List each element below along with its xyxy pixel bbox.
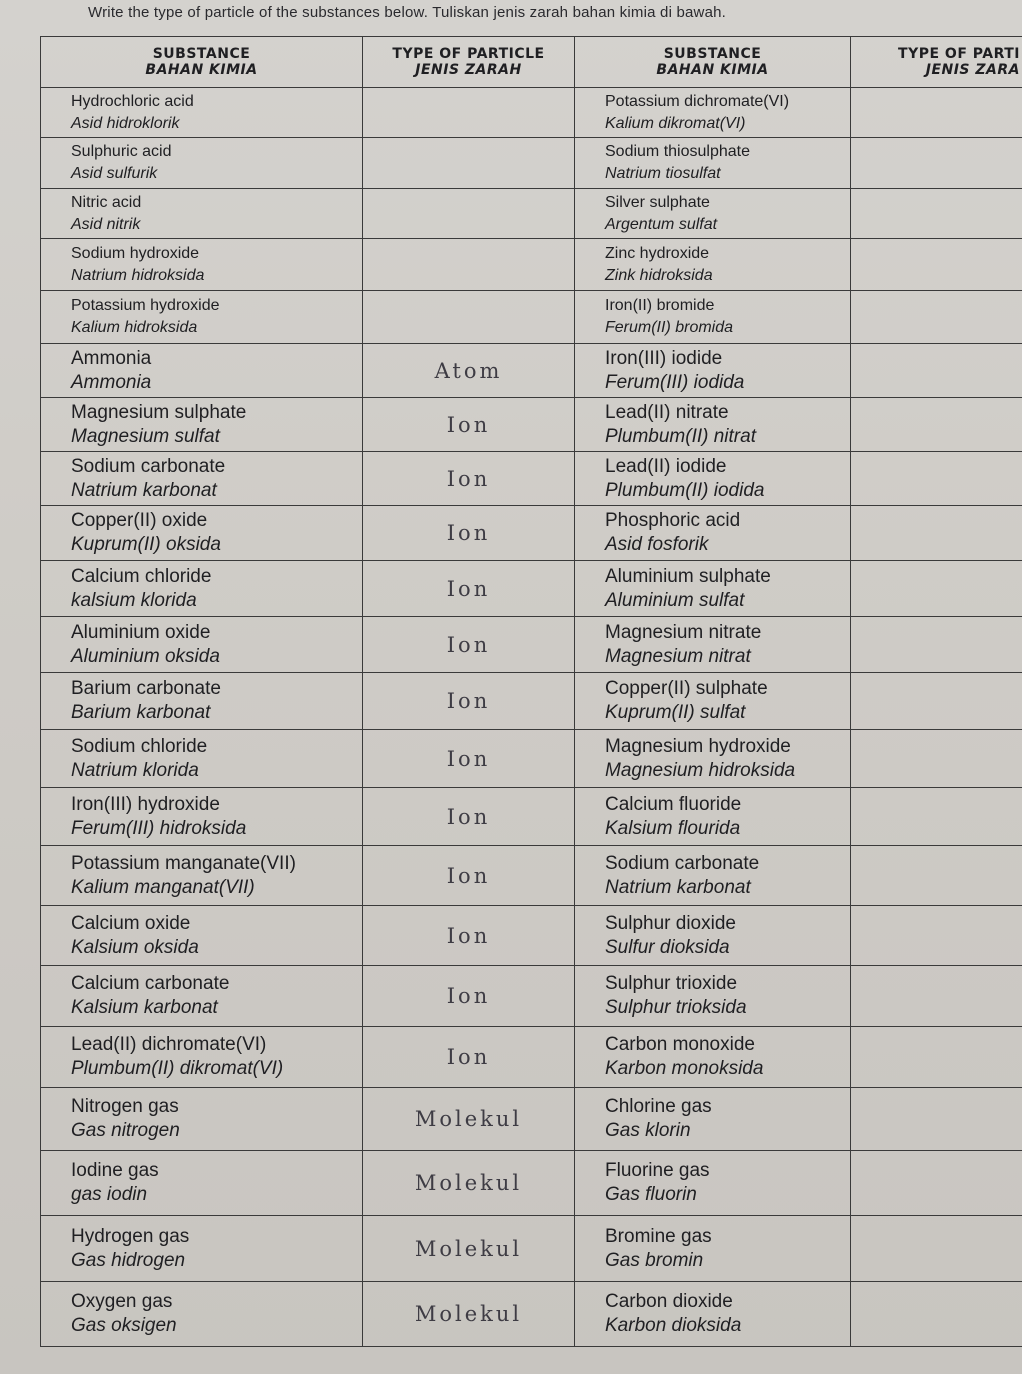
substance-name-en: Sodium thiosulphate <box>605 143 750 160</box>
table-row <box>41 730 1022 788</box>
substance-name-en: Copper(II) sulphate <box>605 678 768 699</box>
substance-name-ms: Barium karbonat <box>71 702 211 723</box>
substance-cell <box>575 189 851 239</box>
substance-cell <box>575 1027 851 1088</box>
substance-cell <box>41 1216 363 1282</box>
table-row <box>41 506 1022 561</box>
header-particle-right <box>851 37 1022 88</box>
instruction-text: Write the type of particle of the substances below. Tuliskan jenis zarah bahan kimia di bawah. <box>88 4 727 21</box>
substance-name-en: Potassium hydroxide <box>71 297 220 314</box>
substance-name-ms: Kuprum(II) sulfat <box>605 702 746 723</box>
substance-name-ms: Ferum(III) hidroksida <box>71 817 247 839</box>
header-label-ms: BAHAN KIMIA <box>656 62 769 78</box>
table-row <box>41 966 1022 1027</box>
table-row <box>41 344 1022 398</box>
substance-name-ms: Gas oksigen <box>71 1315 177 1336</box>
substance-name-en: Silver sulphate <box>605 193 710 211</box>
substance-cell <box>41 344 363 398</box>
substance-name-ms: Karbon dioksida <box>605 1315 742 1336</box>
table-row <box>41 88 1022 138</box>
substance-name-ms: Aluminium sulfat <box>605 589 745 611</box>
particle-type-answer[interactable] <box>851 1151 1022 1216</box>
particle-type-answer[interactable] <box>851 846 1022 906</box>
substance-name-ms: Karbon monoksida <box>605 1058 764 1079</box>
substance-name-en: Nitric acid <box>71 193 142 211</box>
particle-type-answer[interactable] <box>851 617 1022 673</box>
substance-cell <box>575 1151 851 1216</box>
substance-name-en: Potassium dichromate(VI) <box>605 92 790 110</box>
substance-name-ms: Zink hidroksida <box>605 266 713 284</box>
substance-name-ms: Ammonia <box>71 371 152 393</box>
particle-type-answer[interactable] <box>363 239 575 291</box>
substance-cell <box>575 239 851 291</box>
substance-cell <box>41 1151 363 1216</box>
table-row <box>41 846 1022 906</box>
table-row <box>41 617 1022 673</box>
substance-name-en: Iron(III) iodide <box>605 347 723 369</box>
particle-type-answer[interactable] <box>851 398 1022 452</box>
particle-type-answer[interactable] <box>851 673 1022 730</box>
substance-name-en: Carbon dioxide <box>605 1291 733 1312</box>
table-row <box>41 189 1022 239</box>
particle-type-answer[interactable]: Ion <box>363 617 575 673</box>
substance-name-ms: gas iodin <box>71 1184 148 1205</box>
substance-name-ms: Sulfur dioksida <box>605 936 730 958</box>
substance-cell <box>41 561 363 617</box>
substance-cell <box>575 1282 851 1347</box>
header-label-en: SUBSTANCE <box>663 46 762 62</box>
substance-cell <box>41 239 363 291</box>
particle-type-answer[interactable] <box>851 291 1022 344</box>
substance-name-ms: Kalsium oksida <box>71 936 199 958</box>
table-body <box>41 88 1022 1347</box>
substance-name-ms: Kalsium karbonat <box>71 997 218 1018</box>
particle-type-answer[interactable]: Ion <box>363 906 575 966</box>
substance-name-en: Nitrogen gas <box>71 1096 179 1117</box>
substance-cell <box>575 88 851 138</box>
table-row <box>41 291 1022 344</box>
substance-cell <box>575 673 851 730</box>
substance-name-ms: Gas fluorin <box>605 1184 697 1205</box>
particle-type-answer[interactable] <box>851 966 1022 1027</box>
header-label-en: SUBSTANCE <box>152 46 251 62</box>
substance-name-en: Magnesium sulphate <box>71 401 247 423</box>
particle-type-answer[interactable]: Ion <box>363 730 575 788</box>
substance-name-ms: Magnesium hidroksida <box>605 759 796 781</box>
particle-type-answer[interactable] <box>851 730 1022 788</box>
particle-type-answer[interactable]: Ion <box>363 1027 575 1088</box>
substance-name-ms: Natrium tiosulfat <box>605 165 721 182</box>
substance-name-en: Lead(II) nitrate <box>605 401 729 423</box>
substance-name-en: Chlorine gas <box>605 1096 712 1117</box>
substance-name-ms: Kalium manganat(VII) <box>71 876 255 898</box>
particle-type-answer[interactable]: Ion <box>363 561 575 617</box>
substance-cell <box>41 788 363 846</box>
substance-cell <box>575 398 851 452</box>
substance-name-en: Iodine gas <box>71 1160 159 1181</box>
substance-name-ms: Asid nitrik <box>71 215 141 233</box>
substance-cell <box>575 138 851 189</box>
table-row <box>41 561 1022 617</box>
substance-name-ms: Natrium hidroksida <box>71 266 205 284</box>
substance-name-en: Iron(II) bromide <box>605 297 715 314</box>
substance-name-en: Calcium oxide <box>71 912 191 934</box>
substance-name-en: Aluminium sulphate <box>605 565 771 587</box>
header-particle-left <box>363 37 575 88</box>
particle-type-answer[interactable] <box>363 291 575 344</box>
substance-name-en: Lead(II) dichromate(VI) <box>71 1034 267 1055</box>
substance-cell <box>575 561 851 617</box>
particle-type-answer[interactable]: Molekul <box>363 1088 575 1151</box>
particle-type-answer[interactable] <box>851 788 1022 846</box>
substance-name-en: Sodium carbonate <box>605 852 760 874</box>
substance-name-ms: Ferum(II) bromida <box>605 319 734 336</box>
header-label-ms: JENIS ZARA <box>925 62 1020 78</box>
substance-name-en: Calcium fluoride <box>605 793 742 815</box>
substance-cell <box>575 966 851 1027</box>
particle-type-answer[interactable]: Atom <box>363 344 575 398</box>
substance-cell <box>41 398 363 452</box>
substance-name-en: Carbon monoxide <box>605 1034 755 1055</box>
particle-type-answer[interactable]: Molekul <box>363 1151 575 1216</box>
substance-name-en: Oxygen gas <box>71 1291 173 1312</box>
particle-type-answer[interactable]: Molekul <box>363 1282 575 1347</box>
substance-cell <box>41 291 363 344</box>
substance-cell <box>575 1088 851 1151</box>
substance-name-ms: Gas klorin <box>605 1120 691 1141</box>
substance-name-en: Phosphoric acid <box>605 510 741 531</box>
table-row <box>41 788 1022 846</box>
table-row <box>41 906 1022 966</box>
substance-cell <box>41 1088 363 1151</box>
header-label-en: TYPE OF PARTICLE <box>392 46 545 62</box>
substance-name-ms: Kalium dikromat(VI) <box>605 114 746 132</box>
substance-name-ms: Kalium hidroksida <box>71 319 198 336</box>
substance-name-en: Zinc hydroxide <box>605 244 710 262</box>
substance-name-ms: Kuprum(II) oksida <box>71 534 221 555</box>
particle-type-answer[interactable]: Ion <box>363 506 575 561</box>
particle-type-answer[interactable] <box>363 138 575 189</box>
substance-name-ms: Plumbum(II) dikromat(VI) <box>71 1058 284 1079</box>
substance-name-en: Bromine gas <box>605 1225 712 1247</box>
substance-cell <box>41 730 363 788</box>
substance-name-ms: Magnesium nitrat <box>605 645 751 667</box>
substance-cell <box>41 673 363 730</box>
substance-name-en: Barium carbonate <box>71 678 221 699</box>
particle-type-answer[interactable]: Ion <box>363 673 575 730</box>
particle-type-answer[interactable] <box>851 189 1022 239</box>
substance-name-en: Calcium chloride <box>71 565 212 587</box>
particle-type-answer[interactable] <box>851 1282 1022 1347</box>
substance-cell <box>575 291 851 344</box>
particle-type-answer[interactable] <box>363 88 575 138</box>
particle-type-answer[interactable] <box>851 239 1022 291</box>
substance-name-en: Ammonia <box>71 347 152 369</box>
substance-name-ms: Ferum(III) iodida <box>605 371 745 393</box>
substance-cell <box>41 966 363 1027</box>
particle-type-answer[interactable]: Ion <box>363 788 575 846</box>
substance-name-ms: Natrium karbonat <box>605 876 751 898</box>
substance-cell <box>41 506 363 561</box>
substance-cell <box>41 138 363 189</box>
substance-cell <box>575 617 851 673</box>
particle-type-table <box>40 36 1022 1347</box>
particle-type-answer[interactable] <box>851 88 1022 138</box>
substance-name-en: Sulphur dioxide <box>605 912 736 934</box>
table-row <box>41 1088 1022 1151</box>
substance-name-ms: Plumbum(II) iodida <box>605 479 765 501</box>
substance-cell <box>575 1216 851 1282</box>
substance-name-en: Sodium hydroxide <box>71 244 200 262</box>
table-row <box>41 398 1022 452</box>
substance-name-ms: Argentum sulfat <box>605 215 718 233</box>
header-substance-left <box>41 37 363 88</box>
particle-type-answer[interactable]: Ion <box>363 452 575 506</box>
substance-name-ms: Gas hidrogen <box>71 1249 186 1271</box>
particle-type-answer[interactable] <box>851 452 1022 506</box>
substance-cell <box>575 730 851 788</box>
substance-name-en: Fluorine gas <box>605 1160 710 1181</box>
substance-cell <box>575 452 851 506</box>
substance-cell <box>41 452 363 506</box>
substance-cell <box>41 846 363 906</box>
particle-type-answer[interactable] <box>851 344 1022 398</box>
particle-type-answer[interactable] <box>851 1088 1022 1151</box>
substance-name-en: Lead(II) iodide <box>605 455 727 477</box>
substance-name-en: Sulphuric acid <box>71 143 172 160</box>
table-row <box>41 1216 1022 1282</box>
substance-name-en: Magnesium hydroxide <box>605 735 791 757</box>
header-label-en: TYPE OF PARTI <box>898 46 1020 62</box>
particle-type-answer[interactable]: Ion <box>363 846 575 906</box>
substance-cell <box>575 846 851 906</box>
substance-name-en: Copper(II) oxide <box>71 510 208 531</box>
particle-type-answer[interactable] <box>851 506 1022 561</box>
substance-name-ms: Aluminium oksida <box>71 645 220 667</box>
substance-name-en: Sulphur trioxide <box>605 973 738 994</box>
substance-cell <box>41 617 363 673</box>
header-row <box>41 37 1022 88</box>
particle-type-answer[interactable] <box>851 906 1022 966</box>
substance-cell <box>41 1282 363 1347</box>
substance-cell <box>41 189 363 239</box>
table-row <box>41 1027 1022 1088</box>
substance-name-ms: Kalsium flourida <box>605 817 741 839</box>
substance-name-ms: Natrium karbonat <box>71 479 217 501</box>
particle-type-answer[interactable] <box>363 189 575 239</box>
table-row <box>41 239 1022 291</box>
table-row <box>41 1282 1022 1347</box>
substance-cell <box>41 906 363 966</box>
particle-type-answer[interactable]: Molekul <box>363 1216 575 1282</box>
substance-name-en: Sodium chloride <box>71 735 208 757</box>
substance-name-ms: kalsium klorida <box>71 589 197 611</box>
particle-type-answer[interactable] <box>851 1216 1022 1282</box>
substance-cell <box>575 344 851 398</box>
particle-type-answer[interactable]: Ion <box>363 966 575 1027</box>
substance-name-ms: Magnesium sulfat <box>71 425 220 447</box>
table-row <box>41 138 1022 189</box>
table-row <box>41 673 1022 730</box>
header-label-ms: JENIS ZARAH <box>415 62 522 78</box>
substance-cell <box>575 506 851 561</box>
table-row <box>41 1151 1022 1216</box>
particle-type-answer[interactable] <box>851 1027 1022 1088</box>
substance-name-ms: Plumbum(II) nitrat <box>605 425 756 447</box>
substance-name-ms: Sulphur trioksida <box>605 997 747 1018</box>
particle-type-answer[interactable] <box>851 561 1022 617</box>
substance-name-en: Magnesium nitrate <box>605 621 762 643</box>
substance-name-en: Hydrogen gas <box>71 1225 190 1247</box>
substance-cell <box>41 1027 363 1088</box>
substance-cell <box>41 88 363 138</box>
substance-name-en: Potassium manganate(VII) <box>71 852 296 874</box>
substance-name-ms: Gas nitrogen <box>71 1120 180 1141</box>
table-row <box>41 452 1022 506</box>
substance-name-ms: Asid sulfurik <box>71 165 158 182</box>
substance-name-en: Aluminium oxide <box>71 621 211 643</box>
substance-name-ms: Gas bromin <box>605 1249 704 1271</box>
header-substance-right <box>575 37 851 88</box>
substance-name-en: Calcium carbonate <box>71 973 230 994</box>
substance-name-ms: Asid fosforik <box>605 534 709 555</box>
substance-name-ms: Natrium klorida <box>71 759 199 781</box>
substance-cell <box>575 788 851 846</box>
header-label-ms: BAHAN KIMIA <box>145 62 258 78</box>
substance-name-en: Hydrochloric acid <box>71 92 194 110</box>
particle-type-answer[interactable] <box>851 138 1022 189</box>
particle-type-answer[interactable]: Ion <box>363 398 575 452</box>
substance-cell <box>575 906 851 966</box>
substance-name-en: Sodium carbonate <box>71 455 226 477</box>
substance-name-en: Iron(III) hydroxide <box>71 793 220 815</box>
substance-name-ms: Asid hidroklorik <box>71 114 180 132</box>
